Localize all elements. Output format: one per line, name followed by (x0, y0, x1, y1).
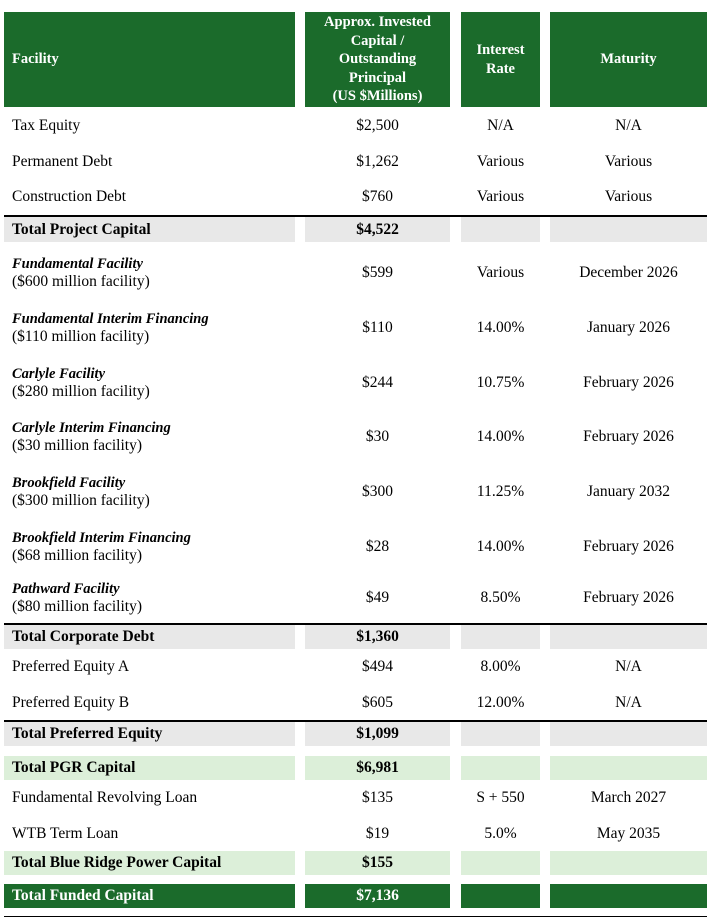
facility-cell (4, 300, 295, 355)
subtotal-rate (461, 625, 540, 649)
facility-name: Carlyle Interim Financing (12, 420, 171, 436)
facility-cell: Fundamental Revolving Loan (12, 789, 198, 806)
facility-cell (4, 245, 295, 300)
total-rate (461, 851, 540, 875)
grand-total-maturity (550, 884, 707, 908)
facility-size-note: ($110 million facility) (12, 327, 150, 345)
facility-name: Brookfield Facility (12, 474, 126, 491)
capital-cell: $605 (362, 693, 393, 711)
subtotal-row (4, 623, 707, 649)
capital-cell: $110 (362, 318, 393, 336)
total-row (4, 851, 707, 875)
facility-name: Fundamental Interim Financing (12, 310, 209, 327)
table-row (4, 355, 707, 410)
table-header-row (4, 12, 707, 107)
grand-total-label: Total Funded Capital (4, 884, 295, 908)
grand-total-rate (461, 884, 540, 908)
header-capital-line: Approx. Invested (324, 14, 431, 31)
subtotal-maturity (550, 625, 707, 649)
maturity-cell: May 2035 (596, 824, 661, 842)
facility-name: Carlyle Facility (12, 365, 106, 382)
maturity-cell: N/A (615, 693, 642, 711)
table-bottom-border (4, 916, 707, 917)
total-label: Total Blue Ridge Power Capital (4, 851, 295, 875)
rate-cell: 8.50% (480, 589, 521, 606)
subtotal-label: Total Corporate Debt (4, 625, 295, 649)
header-rate-line: Rate (486, 60, 515, 77)
maturity-cell: February 2026 (583, 589, 674, 606)
facility-cell (4, 574, 295, 622)
rate-cell: 10.75% (476, 373, 525, 391)
table-row (4, 179, 707, 215)
capital-cell: $494 (362, 658, 393, 675)
rate-cell: N/A (487, 117, 514, 134)
maturity-cell: February 2026 (583, 428, 674, 445)
facility-name: Pathward Facility (12, 581, 120, 597)
maturity-cell: Various (604, 188, 653, 205)
header-maturity: Maturity (550, 12, 707, 107)
header-capital-line: Outstanding (338, 51, 417, 68)
table-row (4, 649, 707, 685)
capital-cell: $300 (362, 482, 393, 500)
capital-cell: $19 (365, 824, 390, 842)
rate-cell: Various (476, 188, 525, 205)
header-capital-line: Capital / (350, 32, 405, 49)
header-rate-line: Interest (476, 42, 525, 58)
total-label: Total PGR Capital (4, 756, 295, 780)
facility-size-note: ($280 million facility) (12, 382, 150, 400)
total-maturity (550, 851, 707, 875)
facility-cell: WTB Term Loan (12, 824, 119, 842)
table-row (4, 519, 707, 574)
maturity-cell: N/A (615, 658, 642, 675)
rate-cell: S + 550 (476, 789, 525, 806)
header-capital-line: (US $Millions) (332, 88, 423, 105)
subtotal-capital: $1,099 (305, 722, 450, 746)
table-row (4, 108, 707, 144)
maturity-cell: March 2027 (590, 789, 667, 806)
capital-cell: $2,500 (356, 117, 399, 134)
header-interest-rate (461, 12, 540, 107)
table-row (4, 574, 707, 622)
rate-cell: 8.00% (480, 658, 521, 675)
facility-cell (4, 464, 295, 519)
facility-cell (4, 519, 295, 574)
maturity-cell: January 2032 (586, 482, 671, 500)
subtotal-maturity (550, 722, 707, 746)
subtotal-rate (461, 722, 540, 746)
facility-size-note: ($600 million facility) (12, 272, 150, 290)
facility-cell (4, 410, 295, 464)
facility-cell: Tax Equity (12, 117, 81, 134)
facility-name: Brookfield Interim Financing (12, 529, 191, 546)
table-row (4, 780, 707, 816)
total-rate (461, 756, 540, 780)
subtotal-label: Total Preferred Equity (4, 722, 295, 746)
table-row (4, 300, 707, 355)
rate-cell: 14.00% (476, 428, 525, 445)
capital-cell: $1,262 (356, 152, 399, 170)
capital-cell: $760 (362, 188, 393, 205)
facility-cell: Preferred Equity A (12, 658, 130, 675)
table-row (4, 410, 707, 464)
total-capital: $155 (305, 851, 450, 875)
maturity-cell: February 2026 (583, 537, 674, 555)
facility-size-note: ($300 million facility) (12, 491, 150, 509)
rate-cell: 12.00% (476, 693, 525, 711)
table-row (4, 144, 707, 179)
rate-cell: 5.0% (484, 824, 517, 842)
facility-size-note: ($80 million facility) (12, 598, 143, 615)
capital-cell: $599 (362, 263, 393, 281)
rate-cell: 14.00% (476, 318, 525, 336)
maturity-cell: February 2026 (583, 373, 674, 391)
table-row (4, 245, 707, 300)
table-row (4, 685, 707, 720)
grand-total-capital: $7,136 (305, 884, 450, 908)
facility-cell: Preferred Equity B (12, 693, 130, 711)
capital-cell: $244 (362, 373, 393, 391)
header-capital-line: Principal (348, 69, 407, 86)
facility-size-note: ($68 million facility) (12, 546, 143, 564)
subtotal-label: Total Project Capital (4, 217, 295, 242)
facility-name: Fundamental Facility (12, 255, 143, 272)
rate-cell: Various (476, 152, 525, 170)
facility-cell (4, 355, 295, 410)
facility-size-note: ($30 million facility) (12, 437, 143, 454)
total-maturity (550, 756, 707, 780)
rate-cell: Various (476, 263, 525, 281)
rate-cell: 14.00% (476, 537, 525, 555)
total-row (4, 756, 707, 780)
facility-cell: Construction Debt (12, 188, 127, 205)
rate-cell: 11.25% (476, 482, 525, 500)
subtotal-row (4, 215, 707, 242)
header-facility: Facility (4, 12, 295, 107)
subtotal-rate (461, 217, 540, 242)
subtotal-maturity (550, 217, 707, 242)
capital-cell: $28 (365, 537, 390, 555)
maturity-cell: Various (604, 152, 653, 170)
maturity-cell: December 2026 (579, 263, 678, 281)
table-row (4, 464, 707, 519)
facility-cell: Permanent Debt (12, 152, 113, 170)
table-row (4, 816, 707, 851)
capital-cell: $49 (365, 589, 390, 606)
subtotal-row (4, 720, 707, 746)
capital-cell: $30 (365, 428, 390, 445)
grand-total-row (4, 884, 707, 908)
subtotal-capital: $4,522 (305, 217, 450, 242)
maturity-cell: N/A (615, 117, 642, 134)
maturity-cell: January 2026 (586, 318, 671, 336)
subtotal-capital: $1,360 (305, 625, 450, 649)
total-capital: $6,981 (305, 756, 450, 780)
capital-cell: $135 (362, 789, 393, 806)
header-capital (305, 12, 450, 107)
